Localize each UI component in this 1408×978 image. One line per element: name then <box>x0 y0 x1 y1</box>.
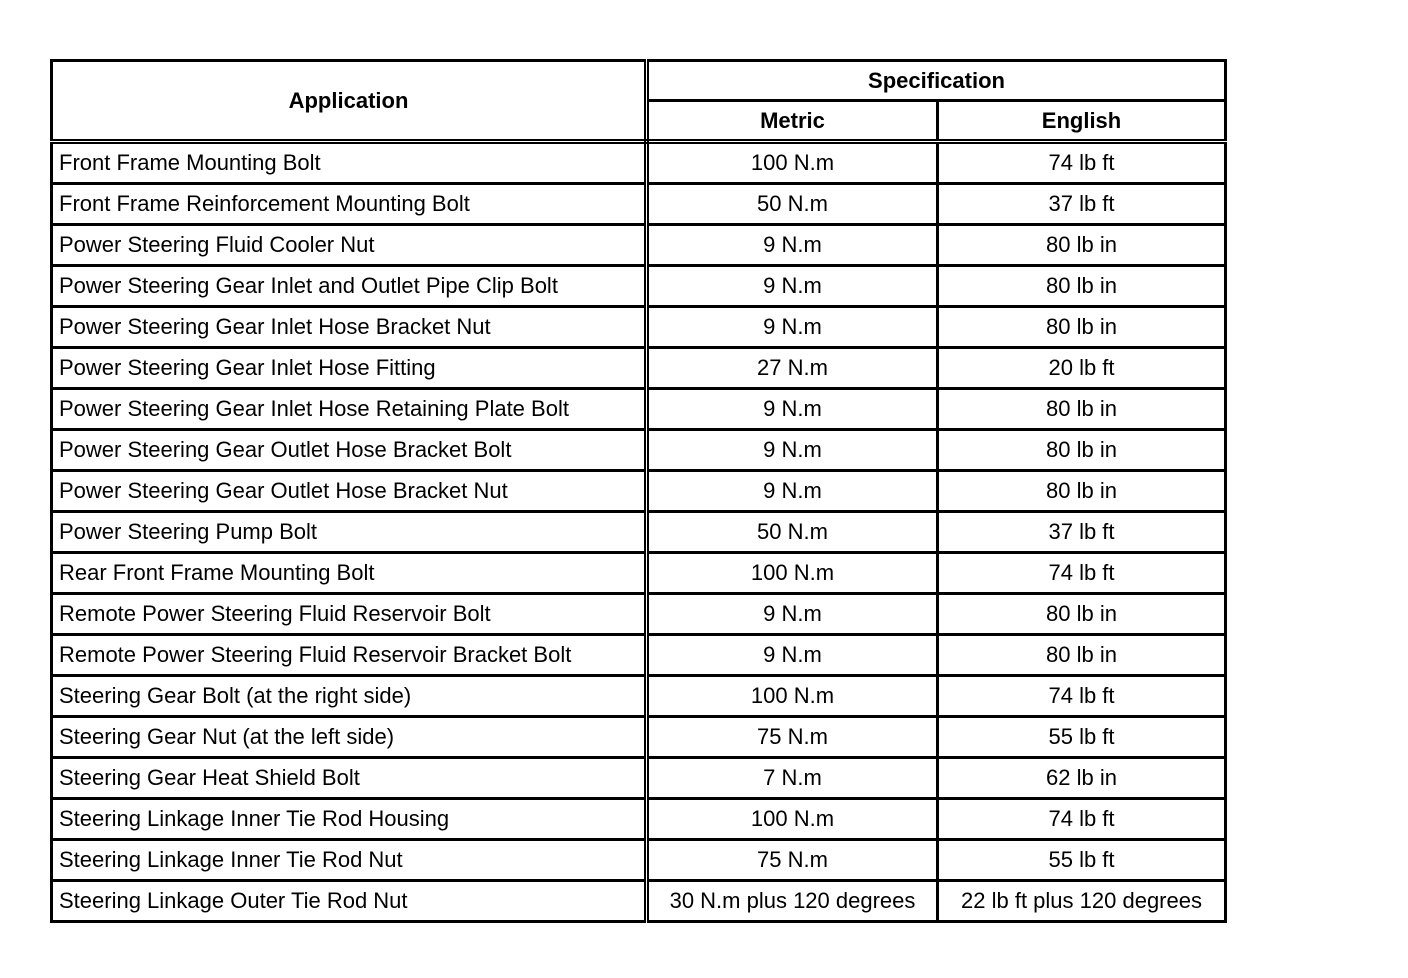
metric-cell: 9 N.m <box>647 225 938 266</box>
metric-cell: 50 N.m <box>647 184 938 225</box>
table-row <box>52 717 1226 758</box>
english-cell: 80 lb in <box>938 307 1226 348</box>
torque-specification-table <box>50 59 1227 923</box>
metric-cell: 9 N.m <box>647 266 938 307</box>
table-row <box>52 512 1226 553</box>
table-row <box>52 430 1226 471</box>
application-cell: Remote Power Steering Fluid Reservoir Bolt <box>52 594 647 635</box>
english-cell: 80 lb in <box>938 225 1226 266</box>
table-row <box>52 142 1226 184</box>
application-cell: Power Steering Pump Bolt <box>52 512 647 553</box>
application-cell: Power Steering Fluid Cooler Nut <box>52 225 647 266</box>
table-row <box>52 758 1226 799</box>
metric-cell: 9 N.m <box>647 594 938 635</box>
application-cell: Steering Linkage Outer Tie Rod Nut <box>52 881 647 922</box>
application-cell: Power Steering Gear Inlet Hose Fitting <box>52 348 647 389</box>
application-cell: Steering Gear Nut (at the left side) <box>52 717 647 758</box>
english-cell: 80 lb in <box>938 266 1226 307</box>
english-cell: 74 lb ft <box>938 799 1226 840</box>
table-row <box>52 348 1226 389</box>
metric-cell: 50 N.m <box>647 512 938 553</box>
application-cell: Steering Linkage Inner Tie Rod Housing <box>52 799 647 840</box>
metric-cell: 9 N.m <box>647 430 938 471</box>
table-row <box>52 266 1226 307</box>
application-header: Application <box>52 61 647 142</box>
metric-cell: 100 N.m <box>647 142 938 184</box>
table-row <box>52 594 1226 635</box>
metric-cell: 75 N.m <box>647 717 938 758</box>
table-row <box>52 635 1226 676</box>
table-row <box>52 184 1226 225</box>
application-cell: Steering Gear Heat Shield Bolt <box>52 758 647 799</box>
table-row <box>52 799 1226 840</box>
english-cell: 37 lb ft <box>938 512 1226 553</box>
metric-cell: 100 N.m <box>647 799 938 840</box>
metric-cell: 9 N.m <box>647 471 938 512</box>
application-cell: Power Steering Gear Inlet Hose Retaining Plate Bolt <box>52 389 647 430</box>
english-cell: 37 lb ft <box>938 184 1226 225</box>
metric-header: Metric <box>647 101 938 142</box>
metric-cell: 9 N.m <box>647 307 938 348</box>
english-cell: 74 lb ft <box>938 553 1226 594</box>
table-row <box>52 881 1226 922</box>
metric-cell: 30 N.m plus 120 degrees <box>647 881 938 922</box>
table-row <box>52 471 1226 512</box>
application-cell: Steering Linkage Inner Tie Rod Nut <box>52 840 647 881</box>
table-body <box>52 142 1226 922</box>
english-cell: 74 lb ft <box>938 142 1226 184</box>
english-cell: 80 lb in <box>938 635 1226 676</box>
english-cell: 80 lb in <box>938 471 1226 512</box>
english-cell: 80 lb in <box>938 594 1226 635</box>
metric-cell: 100 N.m <box>647 676 938 717</box>
english-cell: 20 lb ft <box>938 348 1226 389</box>
english-cell: 55 lb ft <box>938 840 1226 881</box>
application-cell: Remote Power Steering Fluid Reservoir Bracket Bolt <box>52 635 647 676</box>
english-cell: 62 lb in <box>938 758 1226 799</box>
table-header-row <box>52 61 1226 101</box>
application-cell: Power Steering Gear Outlet Hose Bracket Nut <box>52 471 647 512</box>
metric-cell: 9 N.m <box>647 635 938 676</box>
application-cell: Power Steering Gear Inlet and Outlet Pipe Clip Bolt <box>52 266 647 307</box>
metric-cell: 100 N.m <box>647 553 938 594</box>
table-row <box>52 225 1226 266</box>
english-cell: 80 lb in <box>938 389 1226 430</box>
application-cell: Power Steering Gear Outlet Hose Bracket Bolt <box>52 430 647 471</box>
english-cell: 80 lb in <box>938 430 1226 471</box>
table-row <box>52 676 1226 717</box>
specification-header: Specification <box>647 61 1226 101</box>
metric-cell: 7 N.m <box>647 758 938 799</box>
metric-cell: 9 N.m <box>647 389 938 430</box>
english-header: English <box>938 101 1226 142</box>
application-cell: Rear Front Frame Mounting Bolt <box>52 553 647 594</box>
english-cell: 74 lb ft <box>938 676 1226 717</box>
application-cell: Front Frame Reinforcement Mounting Bolt <box>52 184 647 225</box>
table-row <box>52 553 1226 594</box>
table-row <box>52 307 1226 348</box>
application-cell: Steering Gear Bolt (at the right side) <box>52 676 647 717</box>
metric-cell: 27 N.m <box>647 348 938 389</box>
english-cell: 55 lb ft <box>938 717 1226 758</box>
application-cell: Front Frame Mounting Bolt <box>52 142 647 184</box>
table-row <box>52 389 1226 430</box>
metric-cell: 75 N.m <box>647 840 938 881</box>
table-row <box>52 840 1226 881</box>
application-cell: Power Steering Gear Inlet Hose Bracket Nut <box>52 307 647 348</box>
english-cell: 22 lb ft plus 120 degrees <box>938 881 1226 922</box>
